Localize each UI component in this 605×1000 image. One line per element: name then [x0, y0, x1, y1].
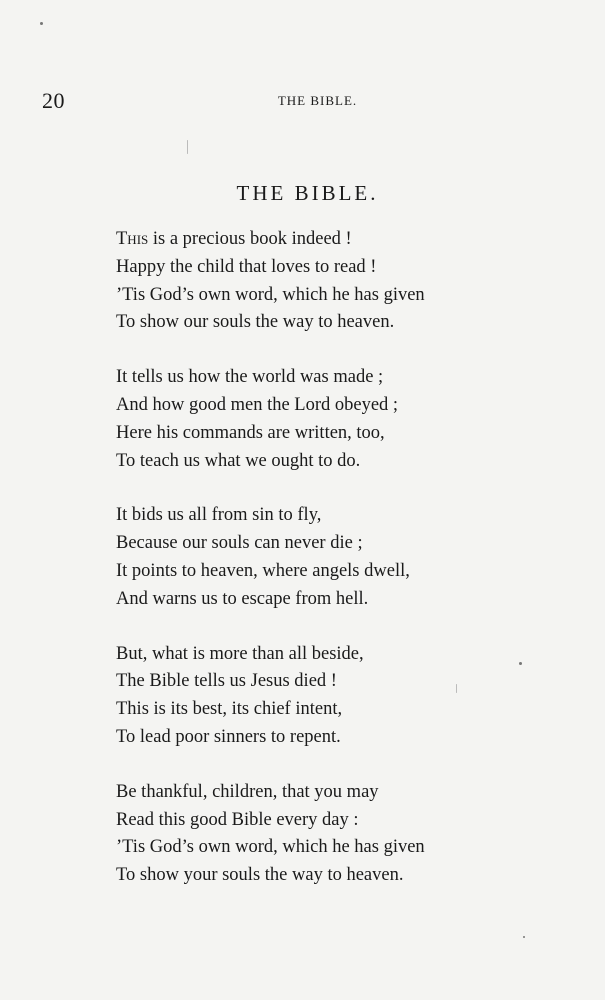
poem-line: It points to heaven, where angels dwell,: [116, 560, 410, 581]
poem-line: It tells us how the world was made ;: [116, 367, 384, 388]
poem-line: To show our souls the way to heaven.: [116, 312, 395, 333]
paper-speck: [456, 684, 457, 693]
poem-line: Because our souls can never die ;: [116, 533, 363, 554]
paper-speck: [523, 936, 525, 938]
paper-speck: [519, 662, 522, 665]
page-number: 20: [42, 88, 65, 113]
poem-line-text: is a precious book indeed !: [148, 229, 352, 249]
poem-title: THE BIBLE.: [236, 181, 379, 205]
stanza: [116, 364, 556, 475]
paper-speck: [40, 22, 43, 25]
poem-line: And how good men the Lord obeyed ;: [116, 394, 399, 415]
stanza: [116, 641, 556, 752]
stanza: [116, 779, 556, 890]
poem-line: ’Tis God’s own word, which he has given: [116, 837, 425, 858]
stanza: [116, 226, 556, 337]
poem-line: But, what is more than all beside,: [116, 643, 364, 664]
poem-line: To show your souls the way to heaven.: [116, 865, 404, 886]
poem-line: To teach us what we ought to do.: [116, 450, 361, 471]
running-title: THE BIBLE.: [277, 93, 358, 108]
poem-line: Happy the child that loves to read !: [116, 256, 377, 277]
poem-line: The Bible tells us Jesus died !: [116, 671, 337, 692]
poem-line: And warns us to escape from hell.: [116, 588, 369, 609]
poem-line: Read this good Bible every day :: [116, 809, 359, 830]
poem-body: [116, 226, 556, 917]
poem-line: To lead poor sinners to repent.: [116, 726, 341, 747]
poem-line: [116, 226, 556, 254]
paper-speck: [187, 140, 188, 154]
stanza: [116, 502, 556, 613]
poem-line: ’Tis God’s own word, which he has given: [116, 284, 425, 305]
poem-line: It bids us all from sin to fly,: [116, 505, 322, 526]
poem-line: Be thankful, children, that you may: [116, 781, 379, 802]
poem-line: Here his commands are written, too,: [116, 422, 385, 443]
poem-line: This is its best, its chief intent,: [116, 699, 343, 720]
opening-word: This: [116, 229, 149, 249]
